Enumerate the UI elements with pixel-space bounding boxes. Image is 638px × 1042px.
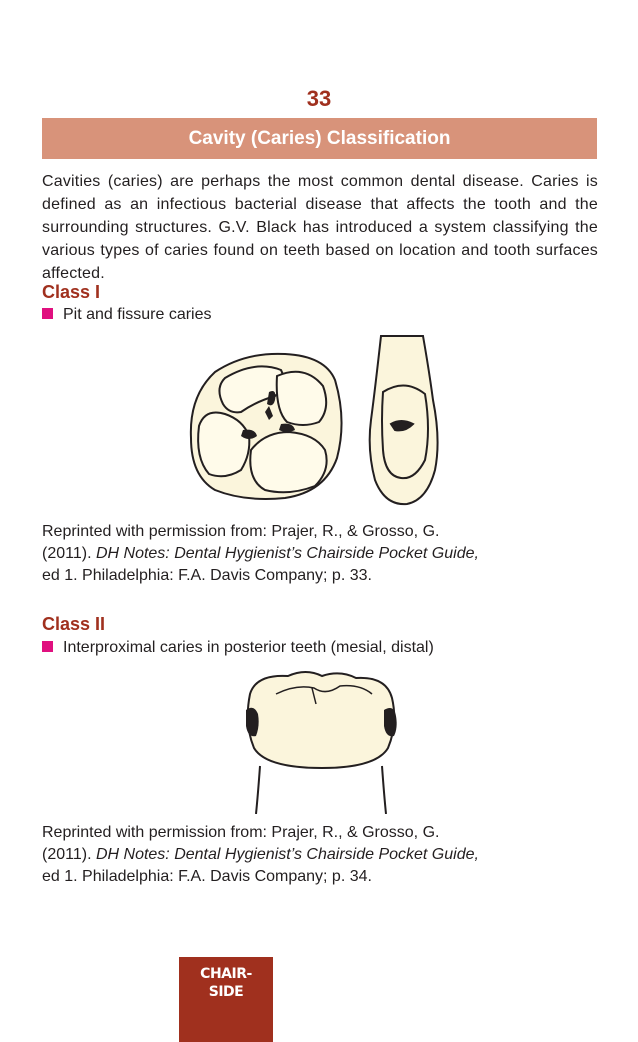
page-number: 33 xyxy=(306,86,332,111)
credit-line-3: ed 1. Philadelphia: F.A. Davis Company; p. 33. xyxy=(42,567,372,584)
class-2-credit xyxy=(42,822,602,888)
credit-line-3: ed 1. Philadelphia: F.A. Davis Company; p. 34. xyxy=(42,868,372,885)
book-title: DH Notes: Dental Hygienist’s Chairside Pocket Guide, xyxy=(95,545,479,562)
class-2-bullet xyxy=(42,638,434,658)
tab-line-2: SIDE xyxy=(208,984,244,1000)
page-title: Cavity (Caries) Classification xyxy=(42,118,597,159)
class-1-illustration xyxy=(185,330,455,510)
credit-line-1: Reprinted with permission from: Prajer, R., & Grosso, G. xyxy=(42,824,440,841)
chairside-tab[interactable] xyxy=(179,957,273,1042)
bullet-square-icon xyxy=(42,641,53,652)
molar-side-view xyxy=(248,672,395,814)
class-2-heading: Class II xyxy=(42,614,106,634)
class-2-illustration xyxy=(236,664,406,814)
class-2-bullet-text: Interproximal caries in posterior teeth (mesial, distal) xyxy=(63,639,434,656)
class-1-credit xyxy=(42,521,602,587)
tab-line-1: CHAIR- xyxy=(200,966,252,982)
incisor-view xyxy=(370,336,438,504)
class-1-heading: Class I xyxy=(42,282,101,302)
class-1-bullet-text: Pit and fissure caries xyxy=(63,306,212,323)
bullet-square-icon xyxy=(42,308,53,319)
credit-line-1: Reprinted with permission from: Prajer, R., & Grosso, G. xyxy=(42,523,440,540)
credit-line-2: (2011). DH Notes: Dental Hygienist’s Chairside Pocket Guide, xyxy=(42,846,479,863)
credit-line-2: (2011). DH Notes: Dental Hygienist’s Chairside Pocket Guide, xyxy=(42,545,479,562)
book-title: DH Notes: Dental Hygienist’s Chairside Pocket Guide, xyxy=(95,846,479,863)
class-1-bullet xyxy=(42,305,212,325)
molar-occlusal-view xyxy=(191,354,342,499)
intro-paragraph: Cavities (caries) are perhaps the most common dental disease. Caries is defined as an infectious bacterial disease that affects the tooth and the surrounding structures. G.V. Black has introduced a system classifying the various types of caries found on teeth based on location and tooth surfaces affected. xyxy=(42,173,598,282)
